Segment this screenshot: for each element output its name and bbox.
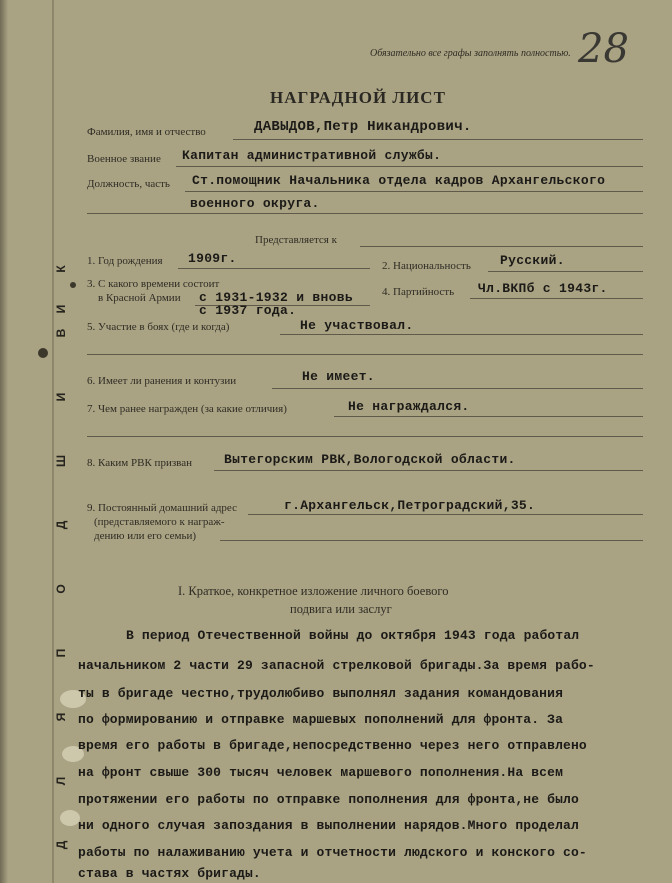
rvk-value: Вытегорским РВК,Вологодской области. [224, 452, 516, 467]
army-since-value-line1: с 1931-1932 и вновь [199, 290, 353, 305]
awards-value: Не награждался. [348, 399, 470, 414]
army-since-label-line2: в Красной Армии [98, 292, 181, 304]
underline [178, 268, 370, 269]
narrative-line: става в частях бригады. [78, 866, 261, 881]
underline [87, 354, 643, 355]
awards-label: 7. Чем ранее награжден (за какие отличия) [87, 403, 287, 415]
underline [176, 166, 643, 167]
narrative-line: по формированию и отправке маршевых пополнений для фронта. За [78, 712, 564, 727]
battles-label: 5. Участие в боях (где и когда) [87, 321, 230, 333]
nationality-label: 2. Национальность [382, 260, 471, 272]
section-heading-line1: I. Краткое, конкретное изложение личного боевого [178, 584, 449, 598]
position-value-line1: Ст.помощник Начальника отдела кадров Архангельского [192, 173, 606, 188]
name-label: Фамилия, имя и отчество [87, 126, 206, 138]
handwritten-page-number: 28 [578, 26, 629, 72]
narrative-line: время его работы в бригаде,непосредственно через него отправлено [78, 738, 587, 753]
side-letter: И [54, 392, 68, 402]
underline [87, 436, 643, 437]
birth-year-label: 1. Год рождения [87, 255, 163, 267]
party-value: Чл.ВКПб с 1943г. [478, 281, 608, 296]
narrative-line: на фронт свыше 300 тысяч человек маршевого пополнения.На всем [78, 765, 564, 780]
underline [280, 334, 643, 335]
side-letter: И [54, 304, 68, 314]
nominated-label: Представляется к [255, 234, 337, 246]
address-label-line2: (представляемого к награж- [94, 516, 225, 528]
page-fold-line [52, 0, 54, 883]
side-letter: Я [54, 712, 68, 722]
punch-hole-icon [70, 282, 76, 288]
side-letter: Д [54, 520, 68, 530]
birth-year-value: 1909г. [188, 251, 237, 266]
narrative-line: ты в бригаде честно,трудолюбиво выполнял задания командования [78, 686, 564, 701]
rvk-label: 8. Каким РВК призван [87, 457, 192, 469]
underline [272, 388, 643, 389]
narrative-line: начальником 2 части 29 запасной стрелковой бригады.За время рабо- [78, 658, 595, 673]
paper-wear-spot [60, 810, 80, 826]
underline [233, 139, 643, 140]
side-letter: О [54, 584, 68, 594]
underline [488, 271, 643, 272]
rank-value: Капитан административной службы. [182, 148, 442, 163]
position-label: Должность, часть [87, 178, 170, 190]
narrative-line: протяжении его работы по отправке пополнения для фронта,не было [78, 792, 579, 807]
army-since-label-line1: 3. С какого времени состоит [87, 278, 220, 290]
nationality-value: Русский. [500, 253, 565, 268]
wounds-label: 6. Имеет ли ранения и контузии [87, 375, 237, 387]
side-letter: В [54, 328, 68, 338]
address-value: г.Архангельск,Петроградский,35. [284, 498, 536, 513]
side-letter: К [54, 265, 68, 273]
underline [248, 514, 643, 515]
underline [87, 213, 643, 214]
address-label-line3: дению или его семьи) [94, 530, 197, 542]
battles-value: Не участвовал. [300, 318, 414, 333]
narrative-line: ни одного случая запоздания в выполнении нарядов.Много проделал [78, 818, 579, 833]
side-letter: Ш [54, 454, 68, 468]
army-since-value-line2: с 1937 года. [199, 303, 297, 318]
wounds-value: Не имеет. [302, 369, 375, 384]
address-label-line1: 9. Постоянный домашний адрес [87, 502, 237, 514]
rank-label: Военное звание [87, 153, 161, 165]
underline [470, 298, 643, 299]
side-letter: П [54, 648, 68, 658]
page-edge-shadow [0, 0, 8, 883]
punch-hole-icon [38, 348, 48, 358]
position-value-line2: военного округа. [190, 196, 320, 211]
underline [214, 470, 643, 471]
party-label: 4. Партийность [382, 286, 455, 298]
section-heading-line2: подвига или заслуг [290, 602, 392, 616]
narrative-line: В период Отечественной войны до октября 1943 года работал [126, 628, 580, 643]
side-letter: Д [54, 840, 68, 850]
underline [185, 191, 643, 192]
underline [220, 540, 643, 541]
page-title: НАГРАДНОЙ ЛИСТ [270, 88, 446, 107]
underline [334, 416, 643, 417]
underline [360, 246, 643, 247]
narrative-line: работы по налаживанию учета и отчетности людского и конского со- [78, 845, 587, 860]
name-value: ДАВЫДОВ,Петр Никандрович. [254, 119, 472, 135]
side-letter: Л [54, 776, 68, 786]
header-note: Обязательно все графы заполнять полностью. [370, 48, 571, 59]
